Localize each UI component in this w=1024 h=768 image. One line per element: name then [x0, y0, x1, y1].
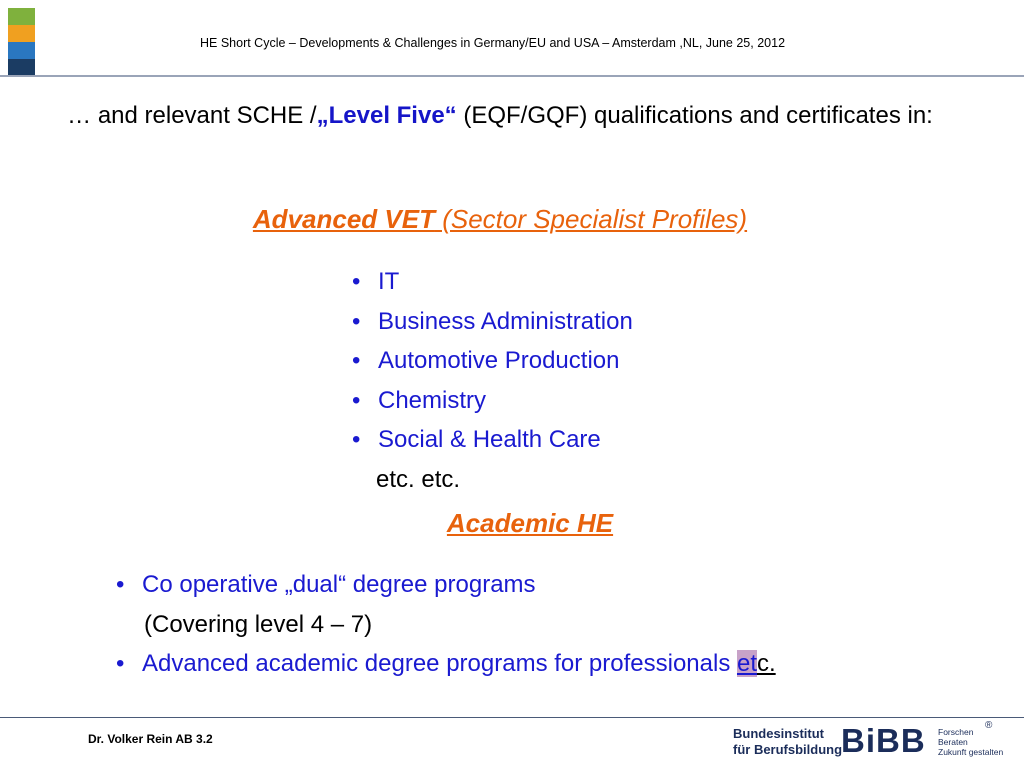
list-item-label: Advanced academic degree programs for professionals	[142, 650, 737, 677]
bibb-logo: BiBB	[841, 722, 926, 759]
title-level-five: „Level Five“	[316, 102, 457, 129]
bullet: •	[352, 347, 361, 374]
vet-etc: etc. etc.	[376, 465, 461, 493]
bibb-org-name	[733, 726, 842, 758]
list-item	[352, 341, 633, 381]
list-item	[352, 302, 633, 342]
slide-title	[40, 96, 960, 136]
bullet: •	[116, 650, 125, 677]
sector-specialist-label: (Sector Specialist Profiles)	[434, 204, 748, 234]
bibb-org-line1: Bundesinstitut	[733, 726, 824, 741]
footer-divider	[0, 717, 1024, 718]
bullet: •	[116, 571, 125, 598]
logo-block-green	[8, 8, 35, 25]
etc-highlight: et	[736, 650, 757, 677]
list-item	[116, 644, 776, 684]
academic-he-label: Academic HE	[446, 508, 614, 538]
vet-list	[352, 262, 633, 499]
logo-block-blue	[8, 42, 35, 59]
list-item	[116, 565, 776, 605]
covering-level-note: (Covering level 4 – 7)	[144, 610, 373, 638]
list-item-label: Business Administration	[378, 307, 633, 335]
logo-block-navy	[8, 59, 35, 76]
bullet: •	[352, 426, 361, 453]
list-item-label: Automotive Production	[378, 347, 620, 374]
list-item-label: Social & Health Care	[378, 426, 601, 453]
list-item-label: Co operative „dual“ degree programs	[142, 571, 536, 598]
header-title: HE Short Cycle – Developments & Challenges in Germany/EU and USA – Amsterdam ,NL, June 25, 2012	[200, 36, 786, 50]
bibb-tag-line1: Forschen	[938, 727, 974, 737]
bibb-tag-line2: Beraten	[938, 737, 968, 747]
etc-tail: c.	[757, 650, 776, 677]
bullet: •	[352, 307, 361, 335]
list-item	[352, 262, 633, 302]
list-item-label: Chemistry	[378, 386, 487, 414]
advanced-vet-label: Advanced VET	[252, 204, 435, 234]
list-item	[352, 420, 633, 460]
logo-strip	[8, 8, 35, 76]
logo-block-orange	[8, 25, 35, 42]
bibb-tag-line3: Zukunft gestalten	[938, 747, 1004, 757]
header-divider	[0, 75, 1024, 77]
bibb-org-line2: für Berufsbildung	[733, 742, 843, 757]
bullet: •	[352, 386, 361, 414]
academic-list	[116, 565, 776, 684]
academic-he-heading	[30, 508, 1024, 539]
advanced-vet-heading	[0, 204, 1000, 235]
bibb-tagline	[938, 727, 1003, 757]
list-item	[352, 381, 633, 421]
title-suffix: (EQF/GQF) qualifications and certificates in:	[456, 102, 933, 129]
registered-mark: ®	[985, 720, 993, 731]
bibb-logo-block	[733, 722, 1023, 762]
list-item-label: IT	[378, 268, 400, 295]
title-prefix: … and relevant SCHE /	[67, 102, 317, 129]
footer-author: Dr. Volker Rein AB 3.2	[88, 732, 213, 746]
bullet: •	[352, 268, 361, 295]
